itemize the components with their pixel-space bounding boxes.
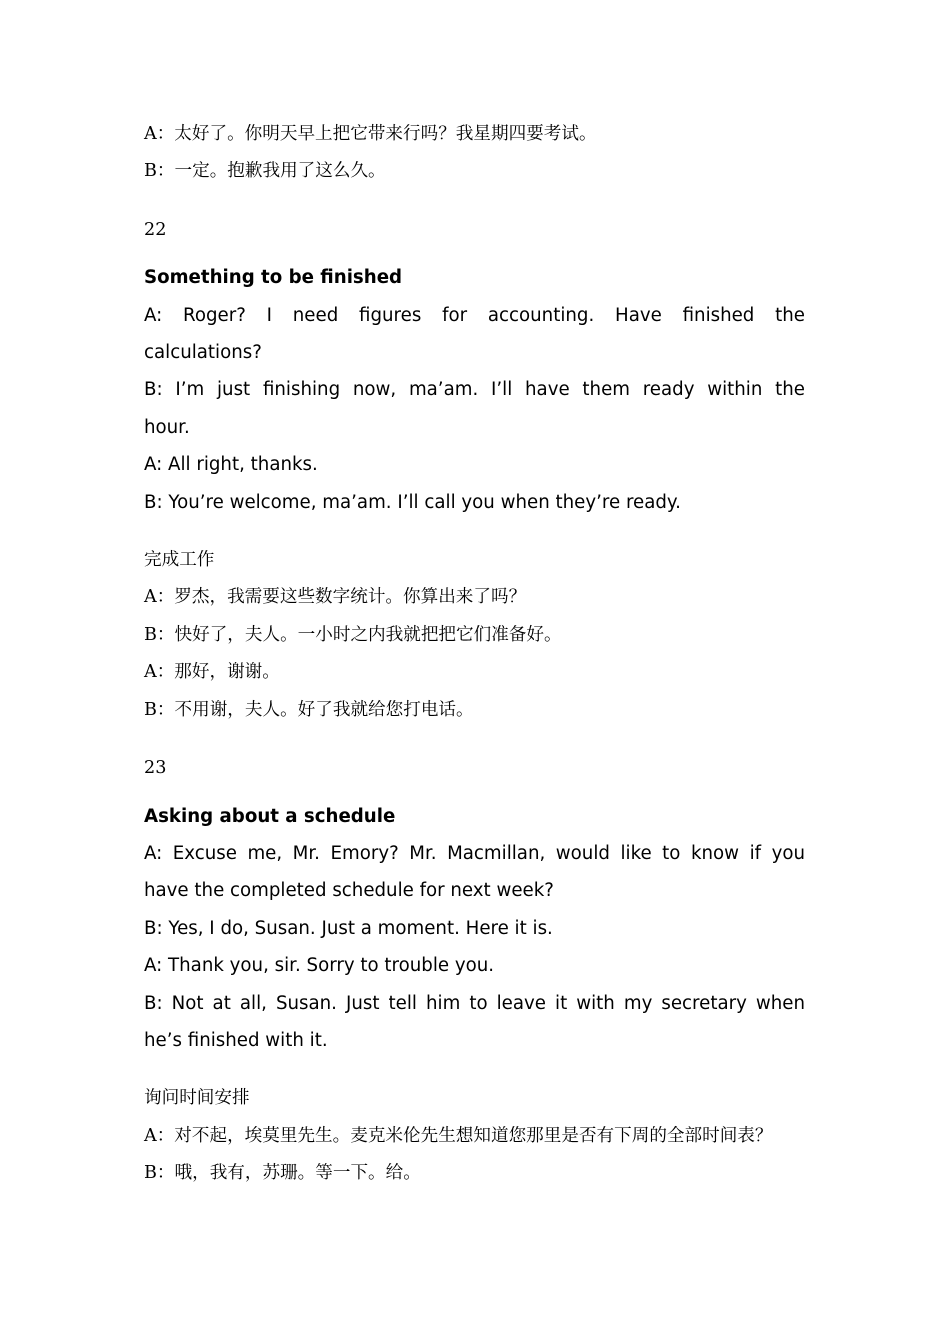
spacer [144, 249, 805, 259]
dialogue-line-zh: B：一定。抱歉我用了这么久。 [144, 161, 386, 182]
spacer [144, 191, 805, 212]
section-number: 22 [144, 219, 167, 240]
section-title-en: Asking about a schedule [144, 805, 396, 827]
dialogue-line-zh: A：对不起，埃莫里先生。麦克米伦先生想知道您那里是否有下周的全部时间表？ [144, 1125, 773, 1146]
dialogue-line-en: B: Yes, I do, Susan. Just a moment. Here it is. [144, 917, 553, 939]
spacer [144, 788, 805, 798]
dialogue-line-en: A: All right, thanks. [144, 454, 318, 476]
dialogue-line-zh: B：快好了，夫人。一小时之内我就把把它们准备好。 [144, 624, 562, 645]
dialogue-line-zh: A：太好了。你明天早上把它带来行吗？我星期四要考试。 [144, 124, 597, 144]
dialogue-line-en: B: You’re welcome, ma’am. I’ll call you when they’re ready. [144, 491, 681, 513]
section-title-en: Something to be finished [144, 267, 403, 289]
spacer [144, 1059, 805, 1080]
dialogue-line-en: he’s finished with it. [144, 1029, 328, 1051]
dialogue-line-en: have the completed schedule for next week? [144, 880, 554, 902]
dialogue-line-en: A: Excuse me, Mr. Emory? Mr. Macmillan, would like to know if you [144, 842, 805, 864]
document-page [144, 116, 805, 1193]
section-title-zh: 完成工作 [144, 550, 215, 571]
dialogue-line-zh: B：不用谢，夫人。好了我就给您打电话。 [144, 699, 474, 720]
dialogue-line-en: B: Not at all, Susan. Just tell him to leave it with my secretary when [144, 992, 805, 1014]
dialogue-line-zh: A：那好，谢谢。 [144, 662, 280, 683]
dialogue-line-en: A: Thank you, sir. Sorry to trouble you. [144, 955, 495, 977]
dialogue-line-en: A: Roger? I need figures for accounting. Have finished the [144, 304, 805, 326]
dialogue-line-en: calculations? [144, 342, 262, 364]
section-title-zh: 询问时间安排 [144, 1088, 250, 1109]
dialogue-line-zh: A：罗杰，我需要这些数字统计。你算出来了吗？ [144, 587, 527, 608]
dialogue-line-en: B: I’m just finishing now, ma’am. I’ll have them ready within the [144, 379, 805, 401]
dialogue-line-zh: B：哦，我有，苏珊。等一下。给。 [144, 1163, 421, 1184]
spacer [144, 729, 805, 750]
dialogue-line-en: hour. [144, 416, 190, 438]
section-number: 23 [144, 758, 167, 779]
spacer [144, 521, 805, 542]
